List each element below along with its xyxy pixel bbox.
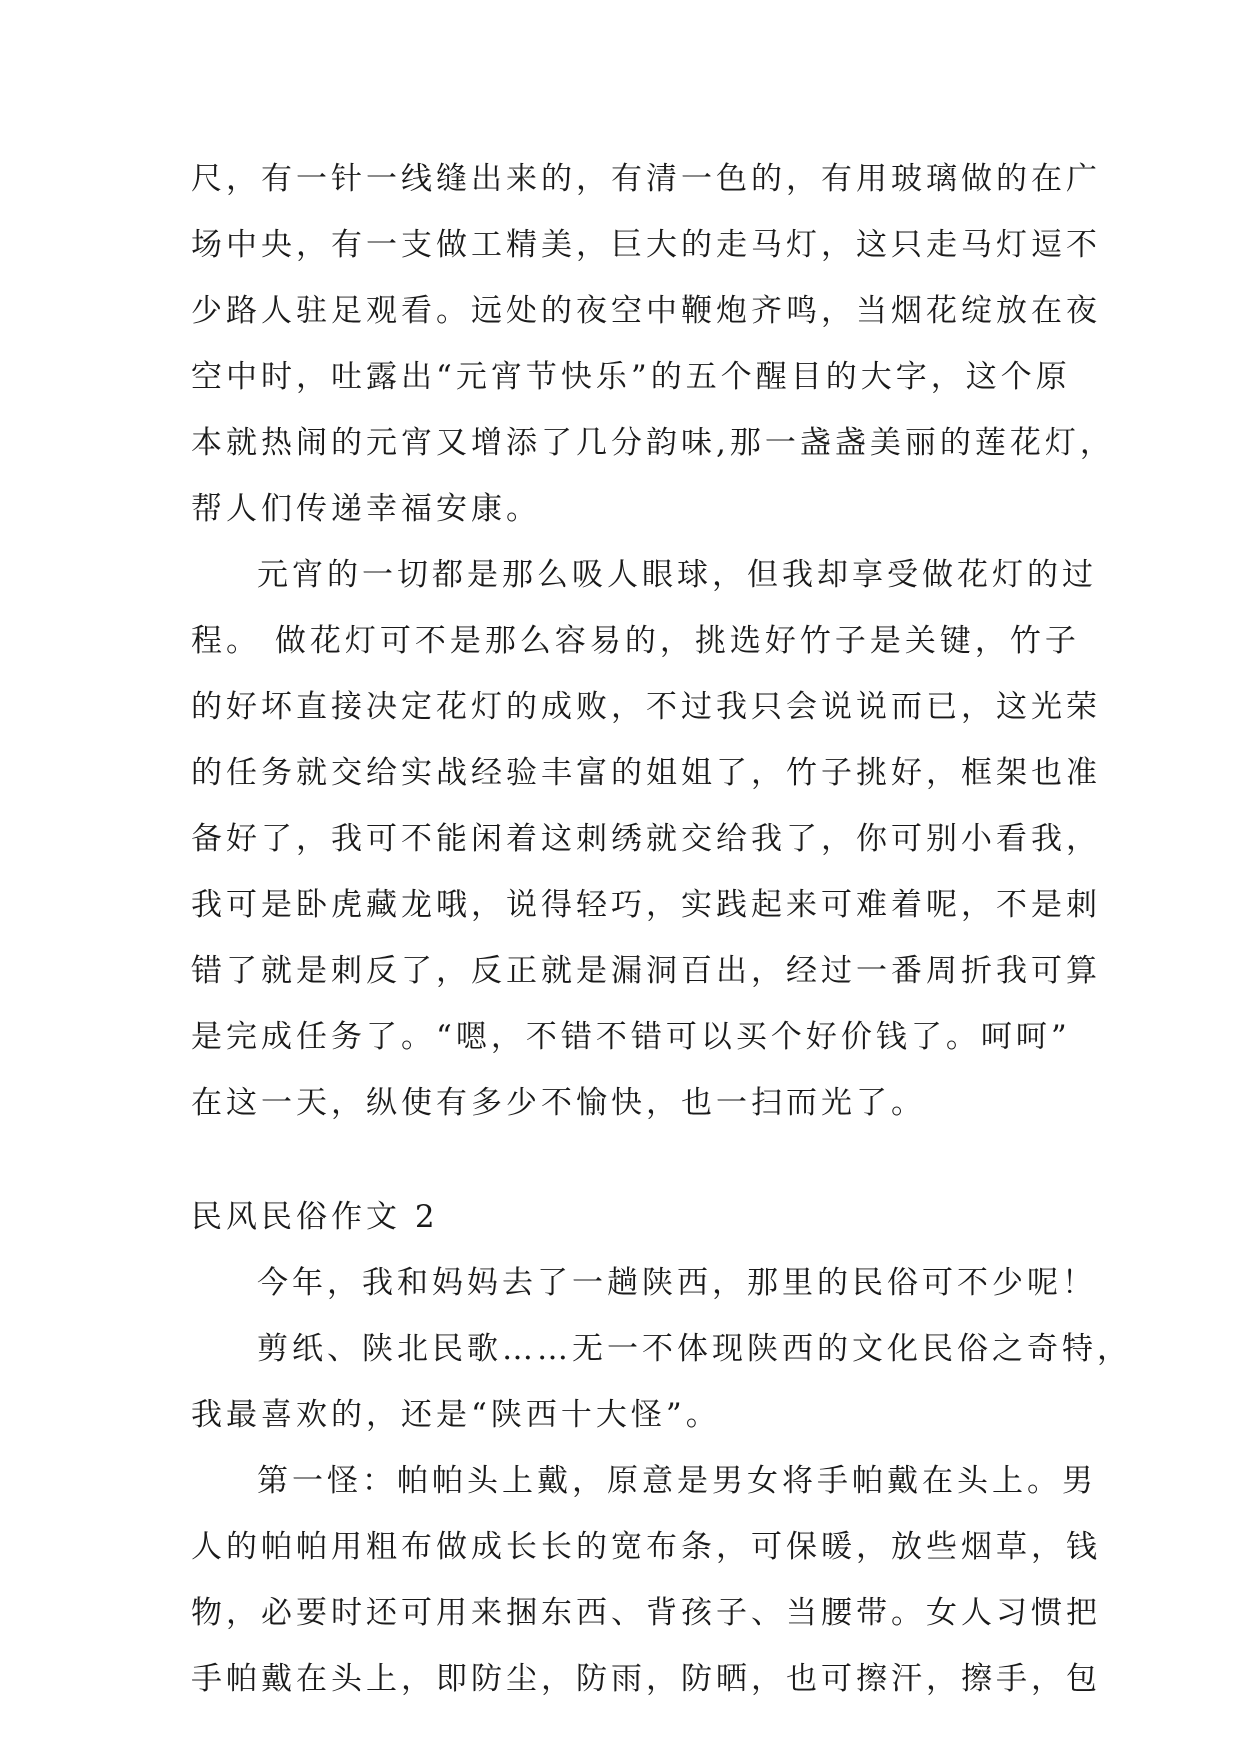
paragraph-line: 剪纸、陕北民歌……无一不体现陕西的文化民俗之奇特，: [257, 1331, 1132, 1367]
paragraph-line: 人的帕帕用粗布做成长长的宽布条，可保暖，放些烟草，钱: [191, 1529, 1101, 1565]
paragraph-line: 尺，有一针一线缝出来的，有清一色的，有用玻璃做的在广: [191, 161, 1101, 197]
paragraph-line: 的任务就交给实战经验丰富的姐姐了，竹子挑好，框架也准: [191, 755, 1101, 791]
paragraph-line: 我可是卧虎藏龙哦，说得轻巧，实践起来可难着呢，不是刺: [191, 887, 1101, 923]
paragraph-line: 手帕戴在头上，即防尘，防雨，防晒，也可擦汗，擦手，包: [191, 1661, 1101, 1697]
paragraph-line: 在这一天，纵使有多少不愉快，也一扫而光了。: [191, 1085, 926, 1121]
paragraph-line: 程。 做花灯可不是那么容易的，挑选好竹子是关键，竹子: [191, 623, 1080, 659]
paragraph-line: 我最喜欢的，还是“陕西十大怪”。: [191, 1397, 721, 1433]
paragraph-line: 备好了，我可不能闲着这刺绣就交给我了，你可别小看我，: [191, 821, 1101, 857]
document-body: [191, 0, 1132, 1754]
paragraph-line: 错了就是刺反了，反正就是漏洞百出，经过一番周折我可算: [191, 953, 1101, 989]
paragraph-line: 空中时，吐露出“元宵节快乐”的五个醒目的大字，这个原: [191, 359, 1071, 395]
paragraph-line: 第一怪：帕帕头上戴，原意是男女将手帕戴在头上。男: [257, 1463, 1097, 1499]
paragraph-line: 帮人们传递幸福安康。: [191, 491, 541, 527]
paragraph-line: 少路人驻足观看。远处的夜空中鞭炮齐鸣，当烟花绽放在夜: [191, 293, 1101, 329]
paragraph-line: 的好坏直接决定花灯的成败，不过我只会说说而已，这光荣: [191, 689, 1101, 725]
paragraph-line: 物，必要时还可用来捆东西、背孩子、当腰带。女人习惯把: [191, 1595, 1101, 1631]
paragraph-line: 是完成任务了。“嗯，不错不错可以买个好价钱了。呵呵”: [191, 1019, 1071, 1055]
paragraph-line: 今年，我和妈妈去了一趟陕西，那里的民俗可不少呢！: [257, 1265, 1097, 1301]
paragraph-line: 本就热闹的元宵又增添了几分韵味,那一盏盏美丽的莲花灯，: [191, 425, 1115, 461]
section-title: 民风民俗作文 2: [191, 1199, 439, 1235]
paragraph-line: 元宵的一切都是那么吸人眼球，但我却享受做花灯的过: [257, 557, 1097, 593]
paragraph-line: 场中央，有一支做工精美，巨大的走马灯，这只走马灯逗不: [191, 227, 1101, 263]
